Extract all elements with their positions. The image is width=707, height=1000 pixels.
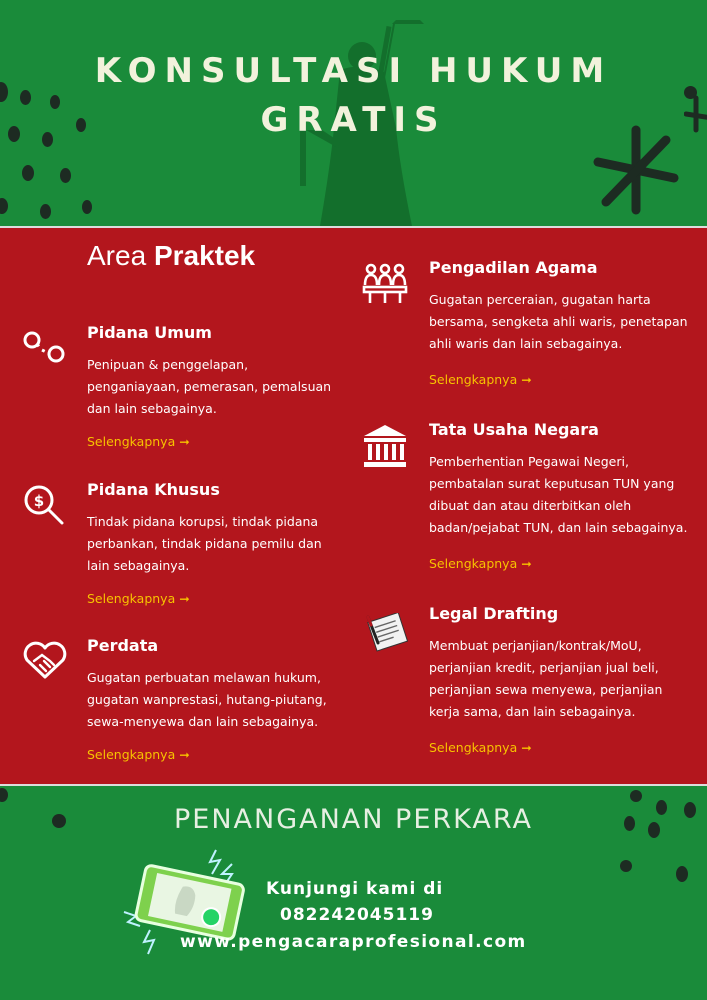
section-heading-light: Area [87, 240, 147, 271]
practice-item-title: Legal Drafting [429, 604, 559, 623]
handcuffs-icon [22, 328, 68, 364]
contract-pen-icon [364, 613, 410, 653]
page-title-line2: GRATIS [260, 100, 447, 140]
section-heading [87, 240, 255, 272]
read-more-link[interactable]: Selengkapnya ➞ [87, 747, 190, 762]
svg-text:$: $ [33, 492, 45, 510]
visit-label: Kunjungi kami di [266, 879, 444, 899]
practice-item-description: Tindak pidana korupsi, tindak pidana perbankan, tindak pidana pemilu dan lain sebagainya. [87, 514, 322, 573]
read-more-link[interactable]: Selengkapnya ➞ [429, 556, 532, 571]
practice-area-section [0, 226, 707, 786]
header-section [0, 0, 707, 226]
practice-item-title: Perdata [87, 636, 159, 655]
practice-item-title: Pidana Umum [87, 323, 212, 342]
footer-section [0, 786, 707, 1000]
practice-item-title: Tata Usaha Negara [429, 420, 599, 439]
section-heading-bold: Praktek [153, 240, 256, 271]
money-search-icon [22, 483, 66, 527]
read-more-link[interactable]: Selengkapnya ➞ [429, 372, 532, 387]
heart-handshake-icon [22, 641, 68, 681]
read-more-link[interactable]: Selengkapnya ➞ [429, 740, 532, 755]
phone-number[interactable]: 082242045119 [280, 905, 434, 925]
practice-item-description: Penipuan & penggelapan, penganiayaan, pemerasan, pemalsuan dan lain sebagainya. [87, 357, 332, 416]
page-title-line1: KONSULTASI HUKUM [94, 51, 613, 91]
practice-item-description: Pemberhentian Pegawai Negeri, pembatalan surat keputusan TUN yang dibuat dan atau diterbitkan oleh badan/pejabat TUN, dan lain sebagainya. [429, 454, 688, 535]
practice-item-title: Pidana Khusus [87, 480, 220, 499]
practice-item-description: Gugatan perceraian, gugatan harta bersama, sengketa ahli waris, penetapan ahli waris dan lain sebagainya. [429, 292, 688, 351]
website-link[interactable]: www.pengacaraprofesional.com [180, 932, 527, 952]
practice-item-description: Gugatan perbuatan melawan hukum, gugatan wanprestasi, hutang-piutang, sewa-menyewa dan lain sebagainya. [87, 670, 327, 729]
footer-heading: PENANGANAN PERKARA [174, 804, 533, 835]
practice-item-title: Pengadilan Agama [429, 258, 598, 277]
court-people-icon [362, 261, 408, 305]
government-building-icon [362, 423, 408, 469]
read-more-link[interactable]: Selengkapnya ➞ [87, 591, 190, 606]
read-more-link[interactable]: Selengkapnya ➞ [87, 434, 190, 449]
practice-item-description: Membuat perjanjian/kontrak/MoU, perjanjian kredit, perjanjian jual beli, perjanjian sewa menyewa, perjanjian kerja sama, dan lain sebagainya. [429, 638, 663, 719]
